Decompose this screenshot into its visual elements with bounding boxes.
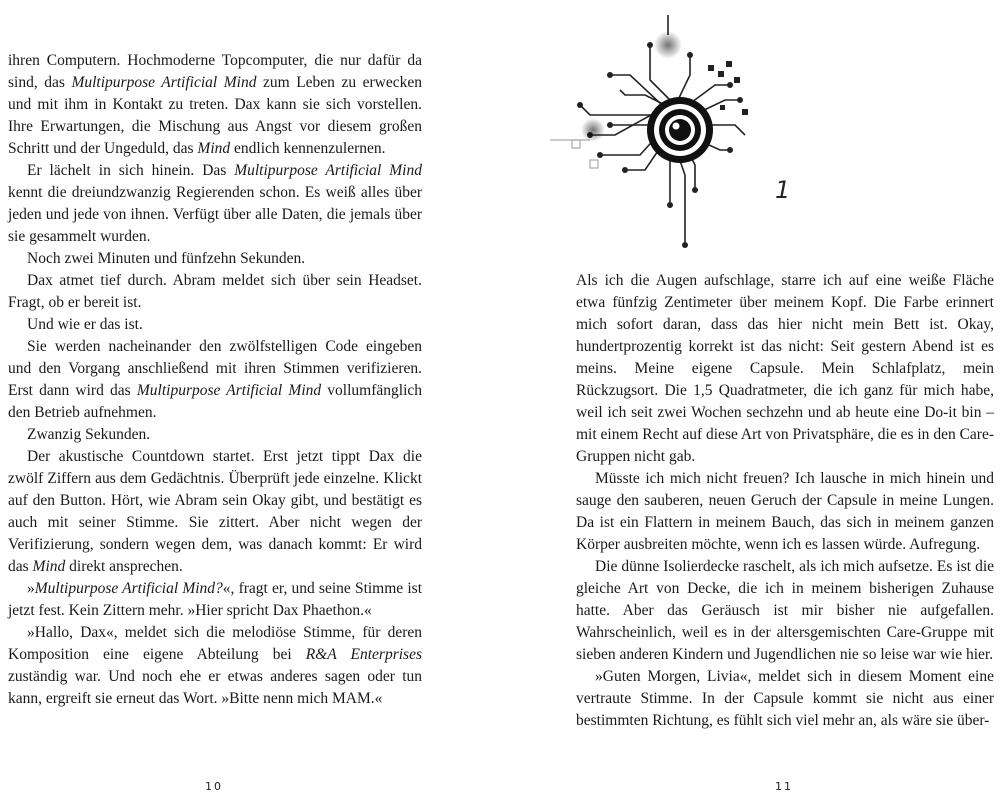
- page-number-left: 10: [205, 780, 223, 793]
- text-run: zum Leben zu erwecken und mit ihm in Kontakt zu treten. Dax kann sie sich vorstellen. Ihre Erwartungen, die Mischung aus Angst vor diesem großen Schritt und der Ungeduld, das: [8, 74, 423, 157]
- paragraph: [8, 336, 422, 424]
- paragraph: [576, 270, 994, 468]
- italic-text: Multipurpose Artificial Mind?: [34, 580, 223, 597]
- paragraph: [8, 446, 422, 578]
- paragraph: [8, 160, 422, 248]
- text-run: Noch zwei Minuten und fünfzehn Sekunden.: [27, 250, 306, 267]
- text-run: Der akustische Countdown startet. Erst jetzt tippt Dax die zwölf Ziffern aus dem Gedächtnis. Überprüft jede einzelne. Klickt auf den Button. Hört, wie Abram sein Okay gibt, und bestätigt es auch mit seiner Stimme. Sie zittert. Aber nicht wegen der Verifizierung, sondern wegen dem, was danach kommt: Er wird das: [8, 448, 422, 575]
- text-run: »: [27, 580, 35, 597]
- paragraph: [8, 424, 422, 446]
- right-page: [570, 0, 1000, 800]
- text-run: endlich kennenzulernen.: [230, 140, 386, 157]
- left-page: [0, 0, 430, 800]
- italic-text: Multipurpose Artificial Mind: [71, 74, 257, 91]
- text-run: zuständig war. Und noch ehe er etwas anderes sagen oder tun kann, ergreift sie erneut das Wort. »Bitte nenn mich MAM.«: [8, 668, 422, 707]
- paragraph: [8, 248, 422, 270]
- text-run: ihren Computern. Hochmoderne Topcomputer, die nur dafür da sind, das: [8, 52, 422, 91]
- text-run: kennt die dreiundzwanzig Regierenden schon. Es weiß alles über jeden und jede von ihnen. Verfügt über alle Daten, die jemals über sie gesammelt wurden.: [8, 184, 422, 245]
- italic-text: R&A Enterprises: [305, 646, 422, 663]
- paragraph: [8, 314, 422, 336]
- paragraph: [576, 556, 994, 666]
- text-run: direkt ansprechen.: [65, 558, 183, 575]
- italic-text: Mind: [32, 558, 66, 575]
- text-run: Und wie er das ist.: [27, 316, 143, 333]
- italic-text: Multipurpose Artificial Mind: [136, 382, 322, 399]
- paragraph: [576, 666, 994, 732]
- page-number-right: 11: [775, 780, 793, 793]
- text-run: »Hallo, Dax«, meldet sich die melodiöse Stimme, für deren Komposition eine eigene Abteilung bei: [8, 624, 422, 663]
- text-run: «, fragt er, und seine Stimme ist jetzt fest. Kein Zittern mehr. »Hier spricht Dax Phaethon.«: [8, 580, 422, 619]
- paragraph: [8, 622, 422, 710]
- circuit-eye-icon: [530, 5, 770, 255]
- paragraph: [8, 270, 422, 314]
- text-run: »Guten Morgen, Livia«, meldet sich in diesem Moment eine vertraute Stimme. In der Capsule kommt sie nicht aus einer bestimmten Richtung, es fühlt sich viel mehr an, als wäre sie über-: [576, 668, 994, 729]
- left-page-text: [8, 50, 422, 710]
- italic-text: Multipurpose Artificial Mind: [234, 162, 422, 179]
- paragraph: [8, 578, 422, 622]
- text-run: Er lächelt in sich hinein. Das: [27, 162, 235, 179]
- text-run: Müsste ich mich nicht freuen? Ich lausche in mich hinein und sauge den sauberen, neuen Geruch der Capsule in meine Lungen. Da ist ein Flattern in meinem Bauch, das sich in meinem ganzen Körper ausbreiten möchte, wenn ich es lassen würde. Aufregung.: [576, 470, 994, 553]
- text-run: Die dünne Isolierdecke raschelt, als ich mich aufsetze. Es ist die gleiche Art von Decke, die ich in meinem bisherigen Zuhause hatte. Aber das Geräusch ist mir bisher nie aufgefallen. Wahrscheinlich, weil es in der altersgemischten Care-Gruppe mit sieben anderen Kindern und Jugendlichen nie so leise war wie hier.: [576, 558, 994, 663]
- text-run: Sie werden nacheinander den zwölfstelligen Code eingeben und den Vorgang anschließend mit ihren Stimmen verifizieren. Erst dann wird das: [8, 338, 422, 399]
- text-run: Zwanzig Sekunden.: [27, 426, 151, 443]
- paragraph: [8, 50, 422, 160]
- text-run: Als ich die Augen aufschlage, starre ich auf eine weiße Fläche etwa fünfzig Zentimeter über meinem Kopf. Die Farbe erinnert mich sofort daran, dass das hier nicht mein Bett ist. Okay, hundertprozentig korrekt ist das nicht: Seit gestern Abend ist es meins. Meine eigene Capsule. Mein Schlafplatz, mein Rückzugsort. Die 1,5 Quadratmeter, die ich ganz für mich habe, weil ich seit zwei Wochen sechzehn und ab heute eine Do-it bin – mit einem Recht auf diese Art von Privatsphäre, die es in den Care-Gruppen nicht gab.: [576, 272, 994, 465]
- text-run: Dax atmet tief durch. Abram meldet sich über sein Headset. Fragt, ob er bereit ist.: [8, 272, 422, 311]
- text-run: vollumfänglich den Betrieb aufnehmen.: [8, 382, 423, 421]
- italic-text: Mind: [197, 140, 231, 157]
- paragraph: [576, 468, 994, 556]
- chapter-number: 1: [775, 176, 791, 204]
- right-page-text: [576, 270, 994, 732]
